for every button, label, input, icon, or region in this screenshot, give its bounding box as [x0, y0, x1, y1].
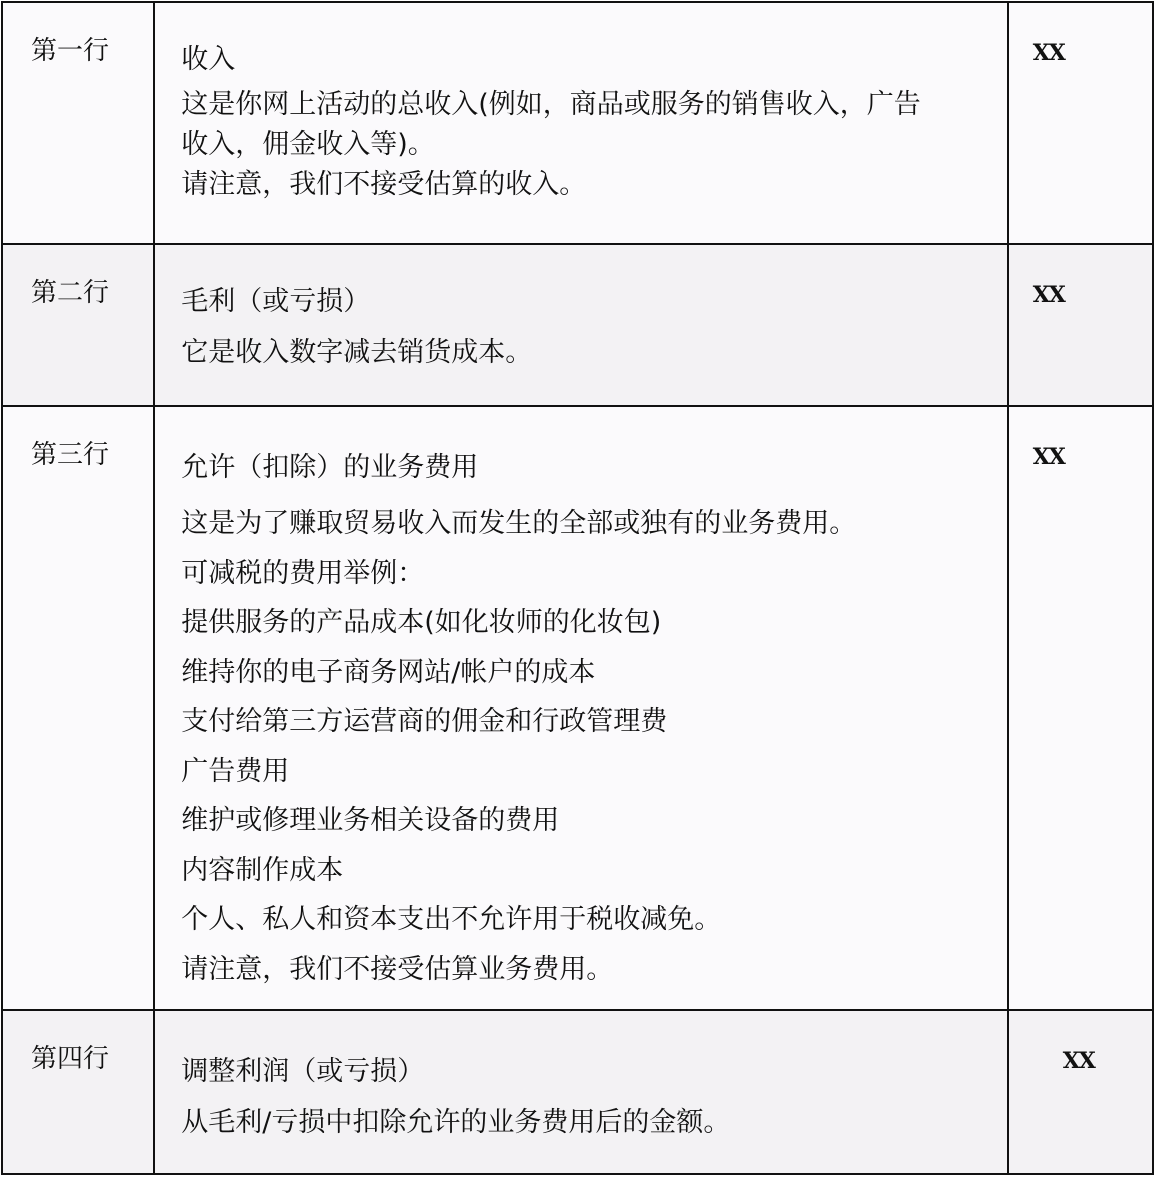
- row-label-cell: [2, 244, 154, 406]
- table-row: [2, 244, 1153, 406]
- row-description-cell: [154, 2, 1007, 244]
- row-value: XX: [1062, 1048, 1095, 1074]
- row-value-cell: [1008, 244, 1153, 406]
- expense-example-line: 支付给第三方运营商的佣金和行政管理费: [181, 706, 668, 737]
- row-label: 第一行: [31, 36, 110, 66]
- description-line: 个人、私人和资本支出不允许用于税收减免。: [181, 904, 722, 935]
- row-description-cell: [154, 244, 1007, 406]
- row-value: XX: [1032, 282, 1065, 308]
- row-title: 允许（扣除）的业务费用: [181, 452, 479, 483]
- expense-example-line: 广告费用: [181, 755, 290, 787]
- row-label-cell: [2, 2, 154, 244]
- expense-example-line: 维护或修理业务相关设备的费用: [181, 805, 560, 836]
- expense-example-line: 内容制作成本: [181, 854, 344, 886]
- description-line: 从毛利/亏损中扣除允许的业务费用后的金额。: [181, 1107, 731, 1138]
- table-row: [2, 406, 1153, 1010]
- row-title: 收入: [181, 44, 236, 75]
- row-value: XX: [1032, 40, 1065, 66]
- row-description-cell: [154, 1010, 1007, 1174]
- row-value-cell: [1008, 1010, 1153, 1174]
- expense-example-line: 维持你的电子商务网站/帐户的成本: [181, 656, 596, 688]
- table-row: [2, 1010, 1153, 1174]
- row-value: XX: [1032, 444, 1065, 470]
- description-line: 收入，佣金收入等)。: [181, 129, 435, 160]
- row-title: 毛利（或亏损）: [181, 286, 371, 317]
- row-label-cell: [2, 1010, 154, 1174]
- description-line: 请注意，我们不接受估算的收入。: [181, 169, 587, 200]
- row-label: 第四行: [31, 1044, 110, 1074]
- description-line: 这是为了赚取贸易收入而发生的全部或独有的业务费用。: [181, 508, 857, 539]
- row-value-cell: [1008, 2, 1153, 244]
- row-title: 调整利润（或亏损）: [181, 1056, 425, 1087]
- description-line: 它是收入数字减去销货成本。: [181, 337, 533, 368]
- row-label: 第三行: [31, 440, 110, 470]
- expense-example-line: 提供服务的产品成本(如化妆师的化妆包): [181, 607, 662, 638]
- tax-line-table: [1, 1, 1154, 1175]
- row-value-cell: [1008, 406, 1153, 1010]
- description-line: 可减税的费用举例：: [181, 557, 425, 589]
- description-line: 这是你网上活动的总收入(例如，商品或服务的销售收入，广告: [181, 89, 921, 120]
- row-label-cell: [2, 406, 154, 1010]
- row-label: 第二行: [31, 278, 110, 308]
- description-line: 请注意，我们不接受估算业务费用。: [181, 953, 614, 985]
- table-row: [2, 2, 1153, 244]
- row-description-cell: [154, 406, 1007, 1010]
